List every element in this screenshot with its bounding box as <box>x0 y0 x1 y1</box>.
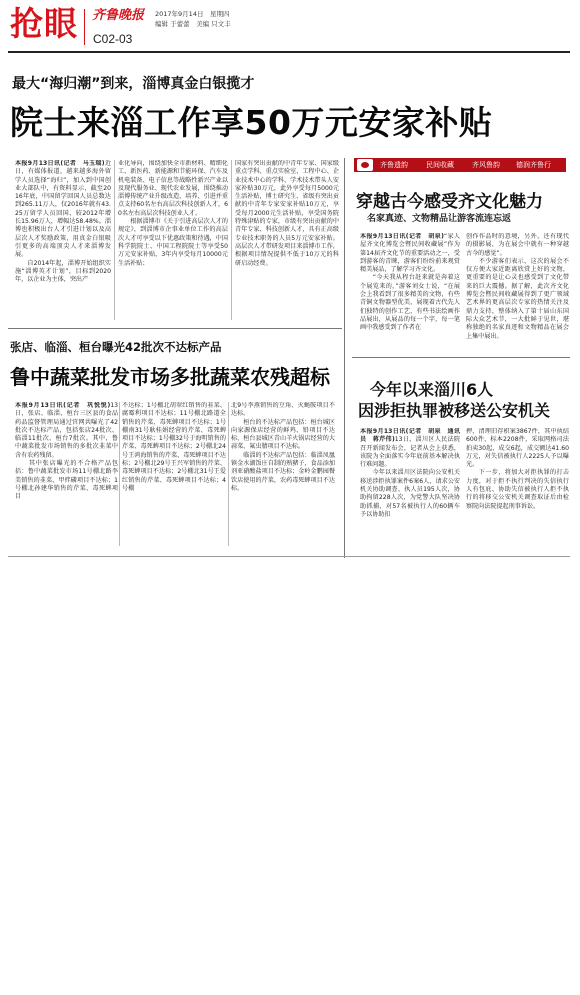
culture-column-1 <box>360 233 460 351</box>
masthead-rule <box>8 51 570 53</box>
lead-col-rule-1 <box>114 160 115 320</box>
lead-column-2 <box>118 160 228 322</box>
veg-column-1 <box>15 402 118 548</box>
veg-col-rule-2 <box>228 402 229 546</box>
crime-byline: 本报9月13日讯(记者 胡泉 通讯员 蒋芹伟) <box>360 428 460 444</box>
lead-text-3: 国家有突出贡献的中青年专家、国家级重点学科、重点实验室、工程中心、企业技术中心的学科、学术技术带头人安家补贴30万元，此外享受每月5000元生活补贴，博士研究生、省级有突出贡献的中青年专家安家补贴10万元，享受每月2000元生活补贴，享受国务院特殊津贴的专家，市级有突出贡献的中青年专家、科技创新人才，具有正高级专业技术职务的人员5万元安家补贴。高层次人才带研发项目来淄博市工作，根据项目情况提供不低于10万元的科研启动经费。 <box>235 160 339 267</box>
banner-item-2: 民间收藏 <box>426 161 454 169</box>
culture-byline: 本报9月13日讯(记者 胡泉) <box>360 233 444 240</box>
lead-headline: 院士来淄工作享50万元安家补贴 <box>10 103 493 142</box>
veg-column-3 <box>231 402 335 548</box>
culture-banner <box>354 158 566 172</box>
crime-text-2: 押，清理旧存积案3867件，其中执结600件，标本2208件，采取网格司法拍卖30起，成交6起，成交额达41.60万元，对失信被执行人2225人予以曝光。 下一步，将加大对拒执罪的打击力度，对于拒不执行判决的失信执行人有包庇、协助失信被执行人拒不执行的将移交公安机关调查取证后由检察院向法院提起刑事诉讼。 <box>466 428 569 510</box>
culture-bottom-rule <box>352 357 570 358</box>
veg-byline: 本报9月13日讯(记者 巩悦悦) <box>15 402 111 409</box>
veg-kicker: 张店、临淄、桓台曝光42批次不达标产品 <box>10 340 222 354</box>
banner-item-1: 齐鲁遗韵 <box>380 161 408 169</box>
veg-headline: 鲁中蔬菜批发市场多批蔬菜农残超标 <box>10 365 330 389</box>
lead-text-2: 业化导向，围绕加快全市新材料、精细化工、新医药、新能源和节能环保、汽车及机电装备、电子信息等战略性新兴产业以及现代服务业、现代农业发展，围绕推动淄博传统产业升级改造，培养、引进并重点支持60名左右高层次科技创新人才，60名左右高层次科技创业人才。 根据淄博市《关于引进高层次人才的规定》，到淄博市企事业单位工作的高层次人才可享受以下优惠政策和待遇，中国科学院院士、中国工程院院士等享受50万元安家补贴，3年内享受每月10000元生活补贴； <box>118 160 228 267</box>
lead-kicker: 最大“海归潮”到来，淄博真金白银揽才 <box>12 76 255 92</box>
masthead <box>0 0 580 60</box>
culture-subhead: 名家真迹、文物精品让游客流连忘返 <box>367 214 512 224</box>
crime-column-2 <box>466 428 569 550</box>
culture-column-2 <box>466 233 569 351</box>
lead-column-1 <box>15 160 111 322</box>
culture-banner-logo-mark-icon <box>361 162 369 168</box>
page-code: C02-03 <box>93 32 133 46</box>
banner-item-3: 齐风鲁韵 <box>472 161 500 169</box>
lead-byline: 本报9月13日讯(记者 马玉瑞) <box>15 160 105 167</box>
vertical-divider <box>344 158 345 558</box>
veg-text-3: 北9号李燕销售的豆角、灭蝇胺项目不达标。 桓台的不达标产品包括：桓台城区向家源保店经营的鲜鸡、铅项目不达标，桓台县城区青山羊火锅店经营的大蒜菜、氟虫腈项目不达标。 临淄的不达标产品包括：临淄凤凰镇金水湖饭庄自制的熟豬子，食品添加剂亚硝酸盐项目不达标；金岭金鹏园餐饮店使用的芹菜，农药毒死蜱项目不达标。 <box>231 402 335 492</box>
lead-col-rule-2 <box>231 160 232 320</box>
crime-headline-1: 今年以来淄川6人 <box>370 380 494 399</box>
crime-column-1 <box>360 428 460 550</box>
masthead-divider <box>84 9 85 45</box>
crime-headline-2: 因涉拒执罪被移送公安机关 <box>358 401 551 420</box>
lead-column-3 <box>235 160 339 322</box>
content-bottom-rule <box>8 556 570 557</box>
veg-text-1: 13日，张店、临淄、桓台三区县的食品药品监督管理局通过官网共曝光了42批次不达标产品，包括张店24批次、临淄11批次、桓台7批次。其中，鲁中蔬菜批发市场销售的多批次韭菜中含有农药残留。 其中张店曝光的不合格产品包括：鲁中蔬菜批发市场11号棚北路李美销售的韭菜、甲拌磷项目不达标；1号棚北孙建华销售的芹菜、毒死蜱项目 <box>15 402 118 501</box>
paper-name-logo: 齐鲁晚报 <box>92 8 145 23</box>
banner-item-4: 德润齐鲁行 <box>516 161 551 169</box>
culture-text-1: “家人屋齐文化博览会暨民间收藏展”作为第14届齐文化节的重要活动之一，受到游客的青睐，游客们纷纷前来观赏精美展品，了解学习齐文化。 “今天我从程台赶来就是奔着这个展览来的，”游客刘女士说，“在展会上我看到了很多精美的文物，有些青铜文物器型优美，展现着古代先人们独特的创作工艺，有些书法绘画作品展出，从展品的每一个字，每一笔画中我感受到了作者在 <box>360 233 460 332</box>
veg-text-2: 不达标；1号棚北胡翠红销售的韭菜、腐霉利项目不达标；11号棚北路道全销售的芹菜、毒死蜱项目不达标；1号棚南31号耿桂娟经营的芹菜、毒死蜱项目不达标；1号棚32号于海明销售的芹菜、毒死蜱项目不达标；2号棚北24号王鸿海销售的芹菜、毒死蜱项目不达标；2号棚北29号王兴军销售的芹菜、毒死蜱项目不达标；2号棚北31号王爱红销售的芹菜、毒死蜱项目不达标；4号棚 <box>122 402 226 492</box>
lead-text-1: 近日，有媒体报道，越来越多海外留学人员选择“海归”，加入到中国创业大部队中，有资料显示，截至2016年底，中国留学回国人员总数达到265.11万人，仅2016年就有43.25万留学人员回国，较2012年增长15.96万人，增幅达58.48%。淄博也积极出台人才引进计划以及高层次人才奖励政策，用真金白银吸引更多的高端顶尖人才来淄博发展。 自2014年起，淄博开始组织实施“淄博英才计划”，目标到2020年，以企业为主体，突出产 <box>15 160 111 284</box>
veg-column-2 <box>122 402 226 548</box>
culture-headline: 穿越古今感受齐文化魅力 <box>356 192 543 212</box>
lead-bottom-rule <box>8 328 342 329</box>
editors-line: 编辑 于蕾蕾 美编 只文丰 <box>155 20 231 28</box>
veg-col-rule-1 <box>119 402 120 546</box>
culture-text-2: 创作作品时的意境，另外，还有现代的摄影展，为在展会中就有一种穿越古今的感觉”。 不少游客们表示，这次的展会不仅方便大家近距离欣赏上好的文物，更重要的是让心灵也感受到了文化带来的巨大震撼。据了解，此次齐文化博览会暨民间收藏展得到了更广领域艺术界的更高层次专家的热情关注及鼎力支持，整体纳入了第十届山东国际大众艺术节，一大批鲜于见世，堪称独绝的名家真迹和文物精品在展会上集中展出。 <box>466 233 569 340</box>
section-title: 抢眼 <box>10 4 78 43</box>
crime-text-1: 13日，淄川区人民法院召开新闻发布会，记者从会上获悉，该院为全面落实今年底前基本解决执行难问题。 今年以来淄川区法院向公安机关移送涉拒执罪案件6案6人，请求公安机关协助调查、执人员195人次，协助拘留228人次，为党警大队坚决协助抓捕，对57名被执行人的60辆车予以协助扣 <box>360 436 460 518</box>
date-line: 2017年9月14日 星期四 <box>155 10 230 18</box>
